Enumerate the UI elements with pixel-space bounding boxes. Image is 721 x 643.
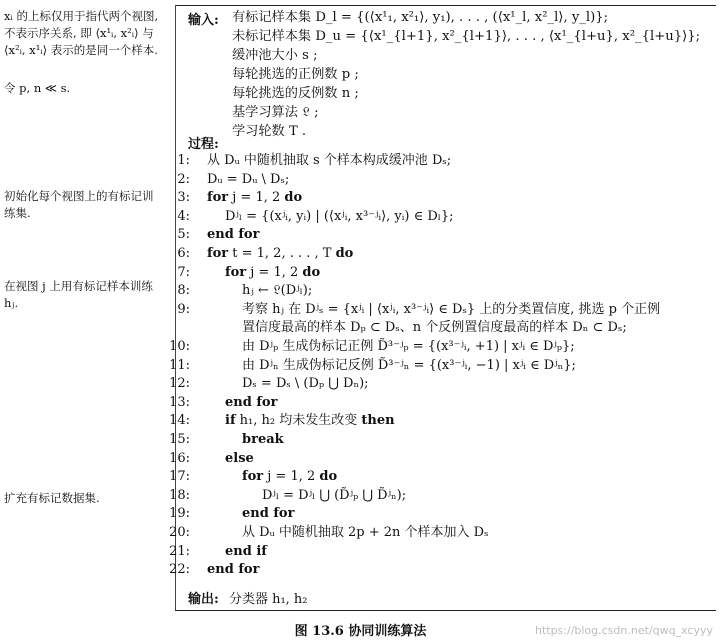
algorithm-step bbox=[0, 487, 721, 505]
algorithm-step bbox=[0, 375, 721, 393]
input-line: 基学习算法 𝔏 ; bbox=[232, 105, 319, 120]
step-number: 11: bbox=[169, 357, 190, 373]
step-text: 置信度最高的样本 Dₚ ⊂ Dₛ、n 个反例置信度最高的样本 Dₙ ⊂ Dₛ; bbox=[242, 320, 627, 336]
algorithm-step bbox=[0, 319, 721, 337]
algorithm-step bbox=[0, 505, 721, 523]
algorithm-step bbox=[0, 245, 721, 263]
input-line: 每轮挑选的正例数 p ; bbox=[232, 67, 359, 82]
step-text: end for bbox=[207, 562, 260, 578]
step-number: 13: bbox=[169, 394, 190, 410]
step-text: for j = 1, 2 do bbox=[242, 469, 338, 485]
step-text: for t = 1, 2, . . . , T do bbox=[207, 246, 354, 261]
step-number: 9: bbox=[177, 301, 190, 317]
side-note-3: 初始化每个视图上的有标记训练集. bbox=[4, 189, 154, 220]
step-text: 由 Dʲₙ 生成伪标记反例 D̃³⁻ʲₙ = {(x³⁻ʲᵢ, −1) | xʲᵢ ∈ Dʲₙ}; bbox=[242, 357, 576, 373]
step-text: 考察 hⱼ 在 Dʲₛ = {xʲᵢ | ⟨xʲᵢ, x³⁻ʲᵢ⟩ ∈ Dₛ} 上的分类置信度, 挑选 p 个正例 bbox=[242, 301, 661, 317]
algorithm-top-rule bbox=[175, 5, 716, 6]
step-number: 2: bbox=[177, 171, 190, 187]
step-text: Dʲₗ = Dʲₗ ⋃ (D̃ʲₚ ⋃ D̃ʲₙ); bbox=[262, 487, 407, 503]
algorithm-step bbox=[0, 152, 721, 170]
output-line bbox=[188, 588, 308, 607]
algorithm-step bbox=[0, 543, 721, 561]
step-text: 由 Dʲₚ 生成伪标记正例 D̃³⁻ʲₚ = {(x³⁻ʲᵢ, +1) | xʲᵢ ∈ Dʲₚ}; bbox=[242, 339, 575, 354]
step-number: 8: bbox=[177, 283, 190, 299]
step-number: 21: bbox=[169, 543, 190, 559]
input-line: 学习轮数 T . bbox=[232, 124, 307, 139]
side-note-2: 令 p, n ≪ s. bbox=[4, 81, 71, 95]
step-number: 20: bbox=[169, 525, 190, 540]
algorithm-step bbox=[0, 412, 721, 430]
algorithm-step bbox=[0, 394, 721, 412]
step-number: 14: bbox=[169, 413, 190, 429]
step-number: 3: bbox=[177, 190, 190, 206]
algorithm-step bbox=[0, 208, 721, 226]
watermark-url: https://blog.csdn.net/qwq_xcyyy bbox=[534, 624, 713, 637]
step-number: 19: bbox=[169, 506, 190, 522]
algorithm-step bbox=[0, 301, 721, 319]
step-number: 6: bbox=[177, 246, 190, 261]
step-text: for j = 1, 2 do bbox=[225, 264, 321, 280]
step-number: 17: bbox=[169, 469, 190, 485]
step-text: break bbox=[242, 432, 284, 447]
algorithm-step bbox=[0, 189, 721, 207]
step-number: 7: bbox=[177, 264, 190, 280]
step-number: 22: bbox=[169, 562, 190, 578]
output-text: 分类器 h₁, h₂ bbox=[228, 592, 308, 607]
step-number: 16: bbox=[169, 450, 190, 466]
step-number: 10: bbox=[169, 339, 190, 354]
process-label: 过程: bbox=[188, 137, 219, 152]
step-number: 12: bbox=[169, 376, 190, 392]
side-note-1: xᵢ 的上标仅用于指代两个视图, 不表示序关系, 即 ⟨x¹ᵢ, x²ᵢ⟩ 与 ⟨x²ᵢ, x¹ᵢ⟩ 表示的是同一个样本. bbox=[4, 9, 159, 57]
side-note-5: 扩充有标记数据集. bbox=[4, 491, 100, 505]
step-text: Dₛ = Dₛ \ (Dₚ ⋃ Dₙ); bbox=[242, 376, 369, 392]
step-text: else bbox=[225, 450, 254, 466]
algorithm-step bbox=[0, 431, 721, 449]
step-text: 从 Dᵤ 中随机抽取 2p + 2n 个样本加入 Dₛ bbox=[242, 525, 489, 540]
step-number: 1: bbox=[177, 153, 190, 168]
step-text: hⱼ ← 𝔏(Dʲₗ); bbox=[242, 283, 313, 299]
step-number: 18: bbox=[169, 487, 190, 503]
algorithm-step bbox=[0, 282, 721, 300]
step-number: 15: bbox=[169, 432, 190, 447]
algorithm-step bbox=[0, 226, 721, 244]
side-note-4: 在视图 j 上用有标记样本训练 hⱼ. bbox=[4, 279, 153, 310]
input-line: 每轮挑选的反例数 n ; bbox=[232, 86, 359, 101]
algorithm-step bbox=[0, 264, 721, 282]
input-line: 缓冲池大小 s ; bbox=[232, 48, 318, 63]
step-number: 4: bbox=[177, 208, 190, 224]
step-text: for j = 1, 2 do bbox=[207, 190, 303, 206]
step-text: end for bbox=[225, 394, 278, 410]
input-label: 输入: bbox=[188, 13, 219, 28]
step-text: 从 Dᵤ 中随机抽取 s 个样本构成缓冲池 Dₛ; bbox=[207, 153, 452, 168]
algorithm-step bbox=[0, 561, 721, 579]
figure-caption: 图 13.6 协同训练算法 bbox=[294, 624, 427, 639]
output-label: 输出: bbox=[188, 592, 219, 607]
algorithm-step bbox=[0, 171, 721, 189]
step-text: if h₁, h₂ 均未发生改变 then bbox=[225, 413, 395, 429]
input-line: 有标记样本集 D_l = {(⟨x¹₁, x²₁⟩, y₁), . . . , (⟨x¹_l, x²_l⟩, y_l)}; bbox=[232, 10, 609, 25]
algorithm-step bbox=[0, 524, 721, 542]
step-text: end if bbox=[225, 543, 267, 559]
step-number: 5: bbox=[177, 227, 190, 243]
algorithm-step bbox=[0, 450, 721, 468]
algorithm-step bbox=[0, 468, 721, 486]
step-text: Dʲₗ = {(xʲᵢ, yᵢ) | (⟨xʲᵢ, x³⁻ʲᵢ⟩, yᵢ) ∈ Dₗ}; bbox=[225, 208, 454, 224]
step-text: Dᵤ = Dᵤ \ Dₛ; bbox=[207, 171, 290, 187]
step-text: end for bbox=[242, 506, 295, 522]
algorithm-step bbox=[0, 357, 721, 375]
step-text: end for bbox=[207, 227, 260, 243]
algorithm-step bbox=[0, 338, 721, 356]
input-line: 未标记样本集 D_u = {⟨x¹_{l+1}, x²_{l+1}⟩, . . . , ⟨x¹_{l+u}, x²_{l+u}⟩}; bbox=[232, 29, 701, 44]
algorithm-bottom-rule bbox=[175, 610, 716, 611]
